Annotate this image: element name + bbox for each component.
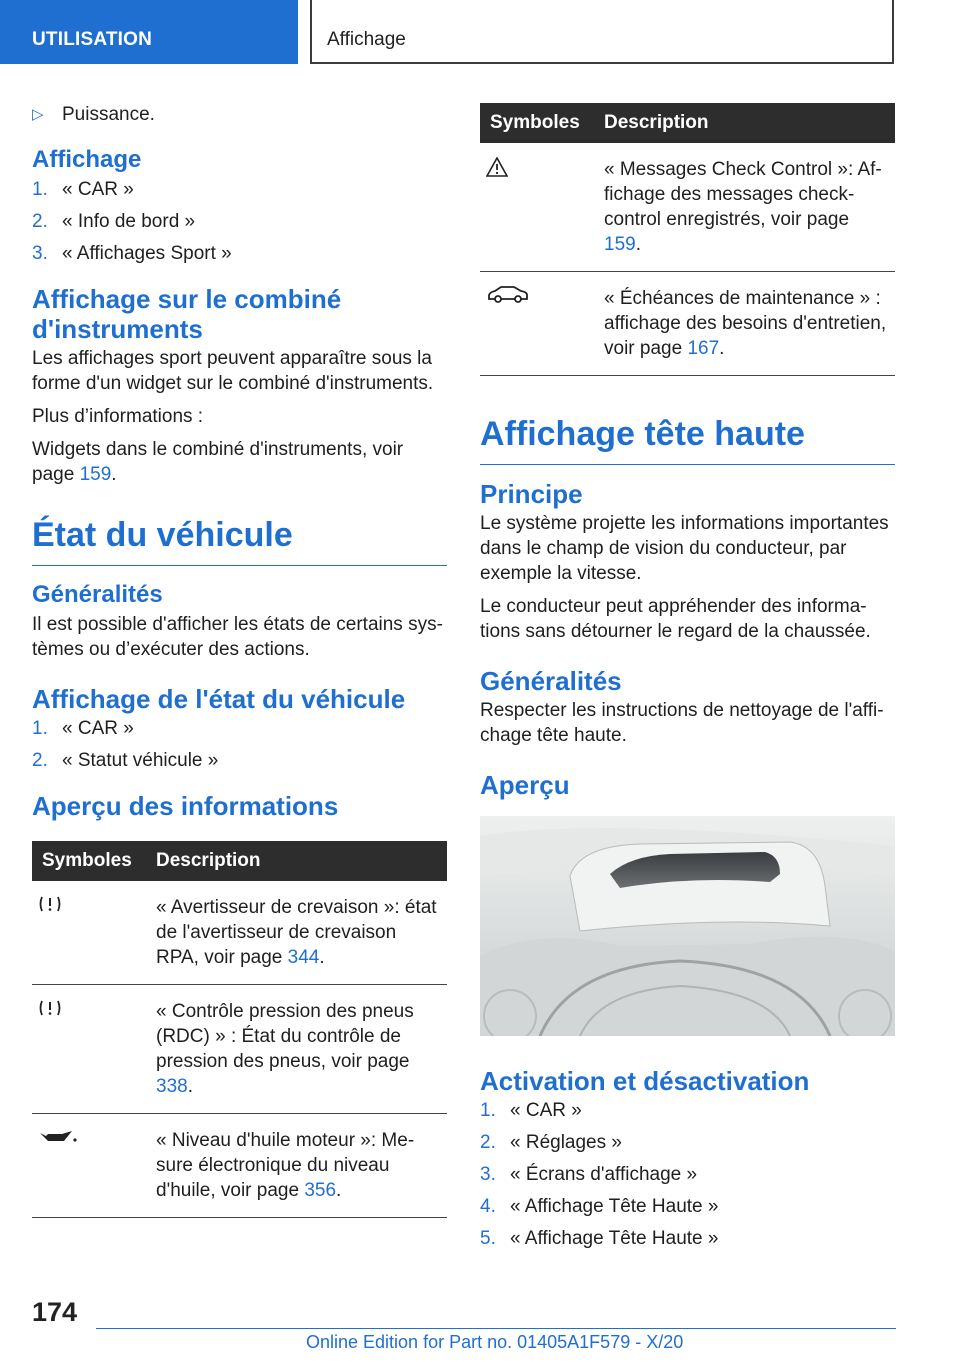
page-link[interactable]: 159	[79, 464, 112, 485]
symbols-table	[480, 103, 895, 376]
paragraph: Les affichages sport peuvent apparaître sous la forme d'un widget sur le combiné d'instruments.	[32, 348, 434, 394]
hud-photo	[480, 816, 895, 1036]
table-row: « Messages Check Control »: Affichage des messages check-control enregistrés, voir page 159.	[480, 143, 895, 272]
car-service-icon	[486, 288, 530, 309]
heading-combine: Affichage sur le combiné d'instruments	[32, 284, 342, 344]
list-item: 1. « CAR »	[480, 1100, 582, 1121]
table-row: « Niveau d'huile moteur »: Mesure électronique du niveau d'huile, voir page 356.	[32, 1114, 447, 1218]
warning-triangle-icon	[486, 161, 508, 182]
heading-affichage-etat: Affichage de l'état du véhicule	[32, 684, 406, 714]
paragraph: Respecter les instructions de nettoyage de l'affichage tête haute.	[480, 700, 884, 746]
activation-steps	[480, 1098, 895, 1251]
heading-activation: Activation et désactivation	[480, 1066, 810, 1096]
left-column	[32, 96, 447, 1218]
page-link[interactable]: 356	[304, 1180, 337, 1201]
oil-can-icon	[38, 1130, 78, 1151]
heading-affichage-tete-haute: Affichage tête haute	[480, 414, 895, 465]
page-link[interactable]: 344	[287, 947, 320, 968]
heading-etat-vehicule: État du véhicule	[32, 515, 447, 566]
table-header-description: Description	[146, 841, 447, 881]
table-header-description: Description	[594, 103, 895, 143]
paragraph: Le conducteur peut appréhender des informations sans détourner le regard de la chaussée.	[480, 596, 871, 642]
heading-principe: Principe	[480, 479, 583, 509]
table-header-symbols: Symboles	[480, 103, 594, 143]
right-column	[480, 103, 895, 1261]
symbols-table	[32, 841, 447, 1218]
list-item: 3. « Écrans d'affichage »	[480, 1164, 698, 1185]
heading-generalites: Généralités	[32, 581, 163, 608]
paragraph: Plus d’informations :	[32, 406, 204, 427]
heading-apercu: Aperçu	[480, 770, 570, 800]
list-item: 1. « CAR »	[32, 179, 134, 200]
tire-pressure-icon	[38, 1001, 62, 1022]
table-row: « Avertisseur de crevaison »: état de l'avertisseur de crevaison RPA, voir page 344.	[32, 881, 447, 985]
paragraph: Le système projette les informations importantes dans le champ de vision du conducteur, par exemple la vitesse.	[480, 513, 889, 584]
topic-tab: Affichage	[310, 0, 894, 64]
bullet-item: ▷ Puissance.	[32, 104, 155, 125]
page-link[interactable]: 159	[604, 234, 636, 255]
list-item: 2. « Statut véhicule »	[32, 750, 219, 771]
section-tab: UTILISATION	[0, 0, 298, 64]
list-item: 1. « CAR »	[32, 718, 134, 739]
tire-warning-icon	[38, 897, 62, 918]
heading-affichage: Affichage	[32, 146, 142, 173]
footer-divider	[96, 1328, 896, 1329]
list-item: 3. « Affichages Sport »	[32, 243, 232, 264]
paragraph: Widgets dans le combiné d'instruments, voir page 159.	[32, 439, 404, 485]
page-number: 174	[32, 1297, 78, 1327]
page-link[interactable]: 338	[156, 1076, 188, 1097]
table-header-symbols: Symboles	[32, 841, 146, 881]
list-item: 4. « Affichage Tête Haute »	[480, 1196, 719, 1217]
table-row: « Contrôle pression des pneus (RDC) » : État du contrôle de pression des pneus, voir page 338.	[32, 985, 447, 1114]
edition-text: Online Edition for Part no. 01405A1F579 - X/20	[306, 1332, 684, 1352]
list-item: 2. « Info de bord »	[32, 211, 196, 232]
list-item: 5. « Affichage Tête Haute »	[480, 1228, 719, 1249]
paragraph: Il est possible d'afficher les états de certains systèmes ou d’exécuter des actions.	[32, 614, 443, 660]
list-item: 2. « Réglages »	[480, 1132, 622, 1153]
table-row: « Échéances de maintenance » : affichage des besoins d'entretien, voir page 167.	[480, 272, 895, 376]
triangle-bullet-icon: ▷	[32, 106, 44, 123]
affichage-steps	[32, 177, 447, 266]
heading-generalites: Généralités	[480, 666, 622, 696]
heading-apercu-informations: Aperçu des informations	[32, 791, 339, 821]
affetat-steps	[32, 716, 447, 773]
page-link[interactable]: 167	[687, 338, 720, 359]
